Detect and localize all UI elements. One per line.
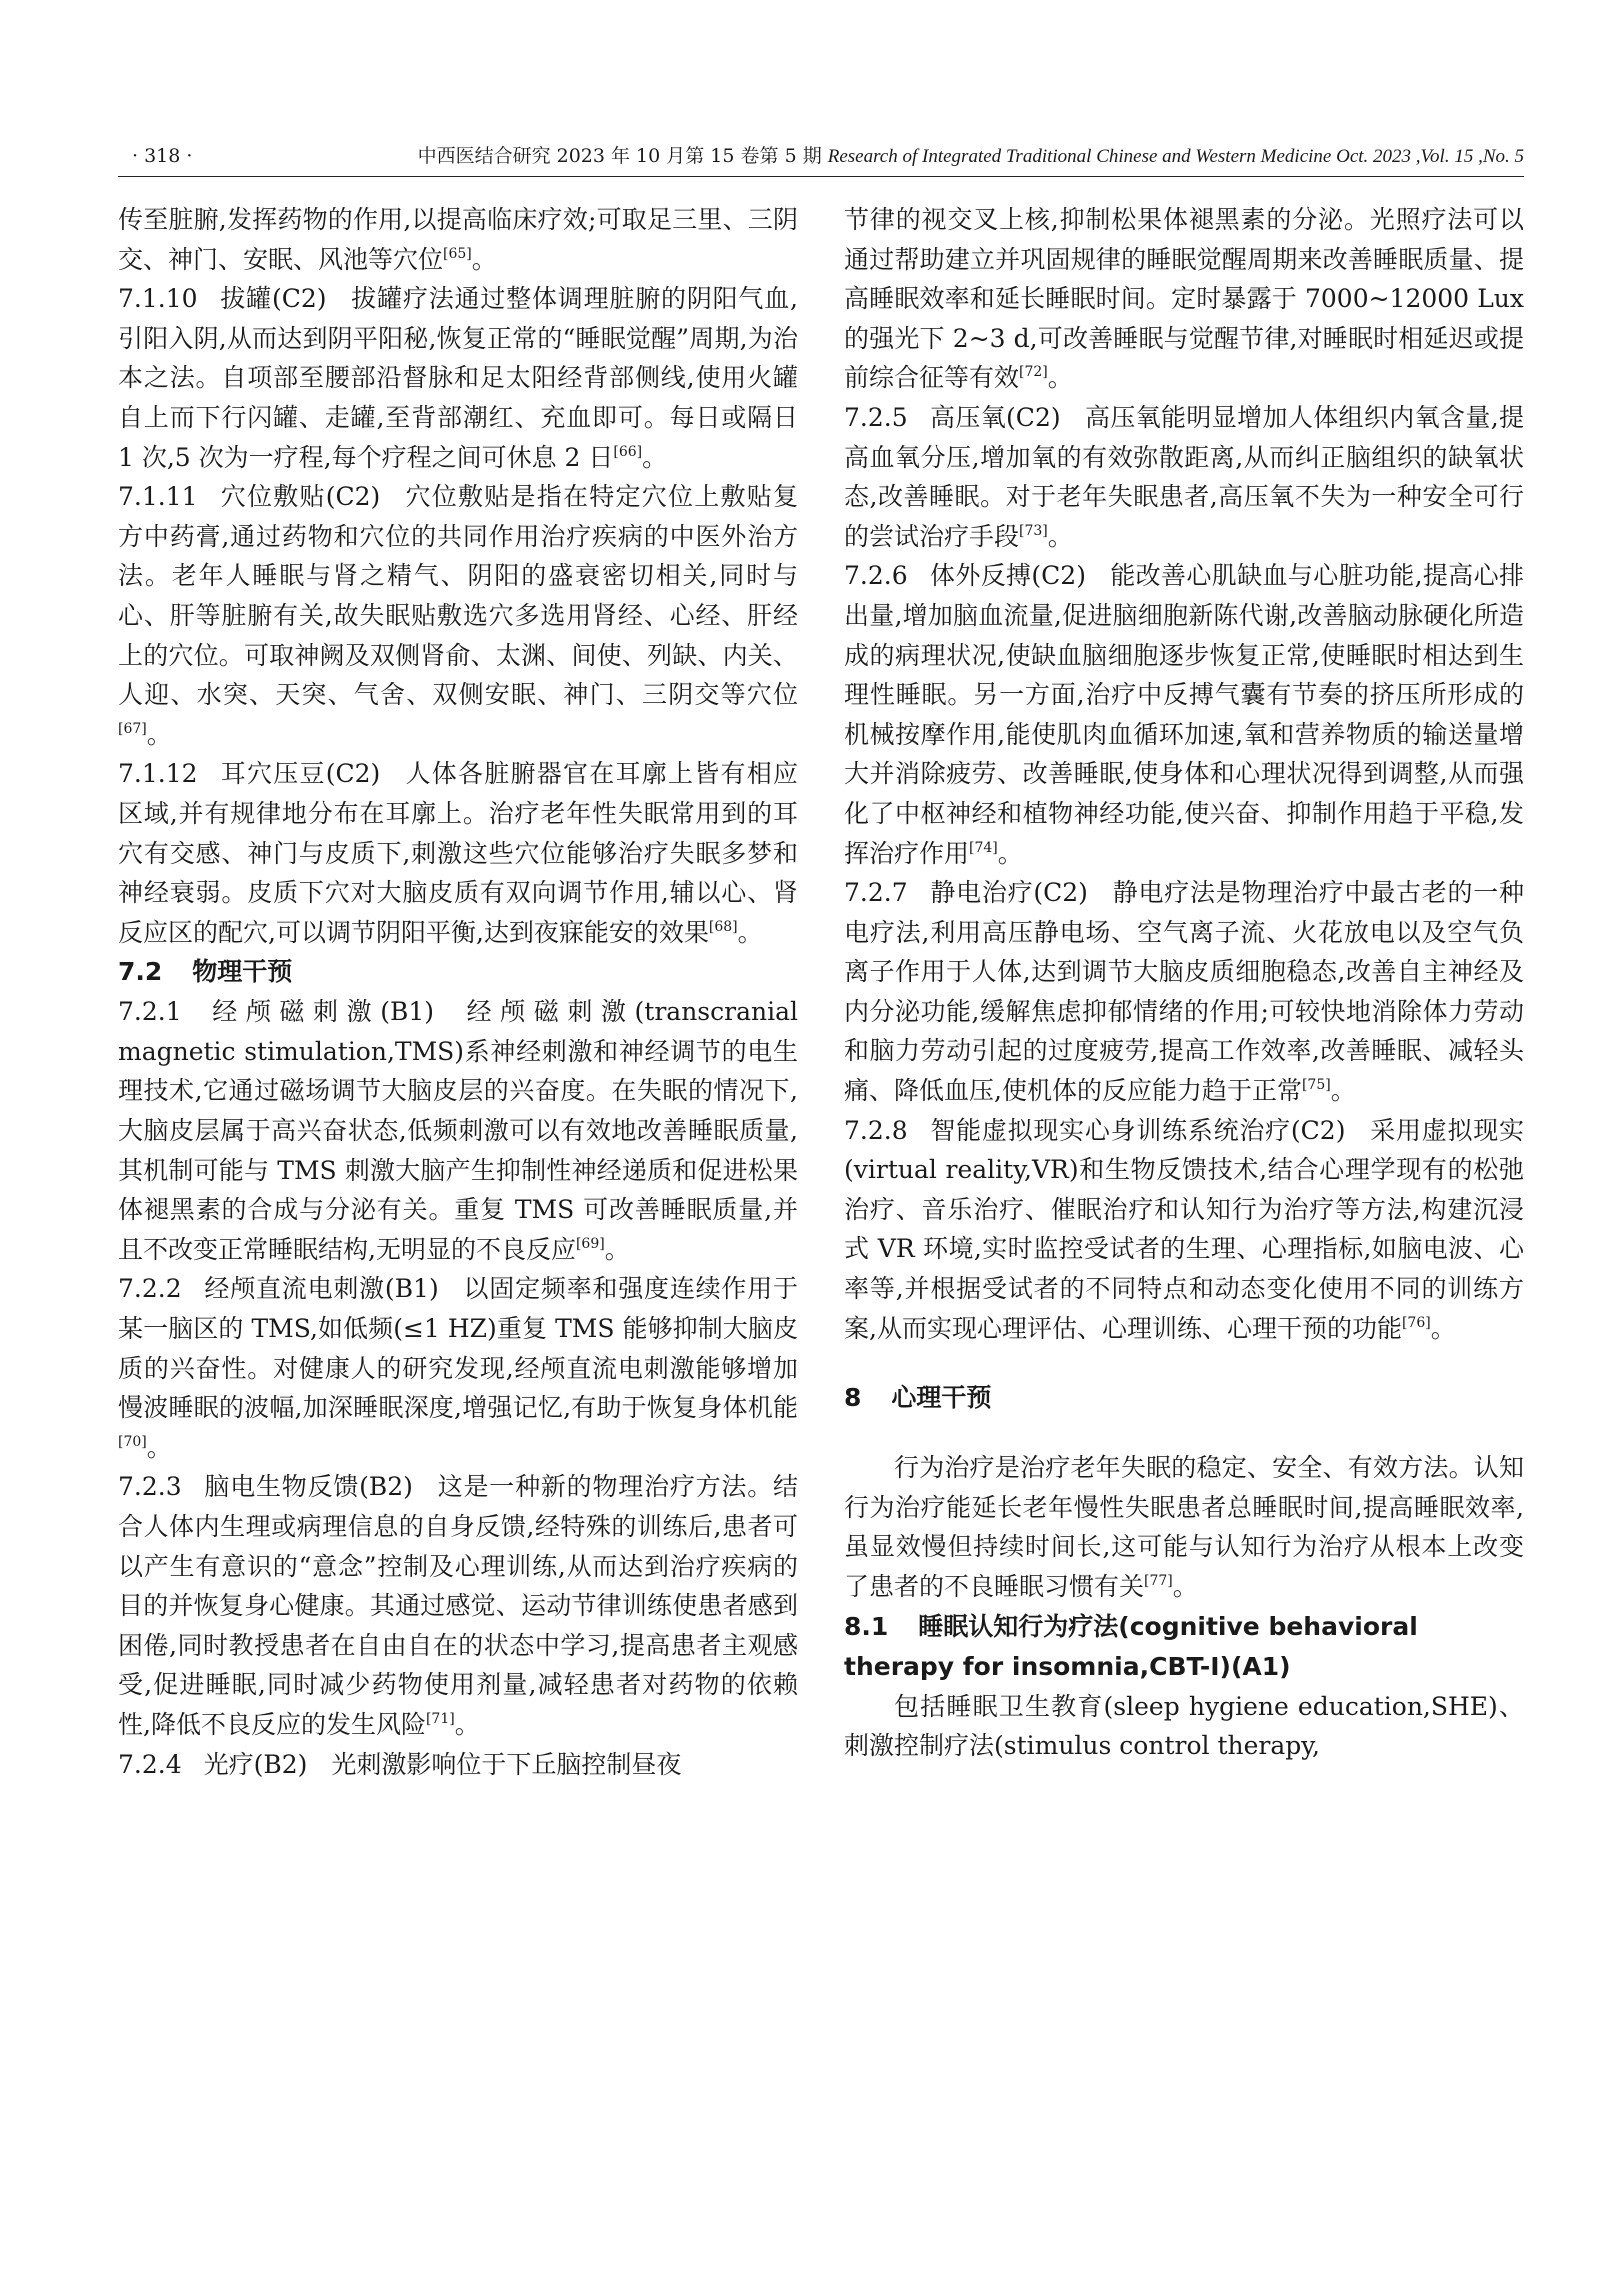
citation-ref: [67]: [118, 720, 147, 737]
subsection-number: 7.2.1: [118, 997, 182, 1027]
citation-ref: [71]: [425, 1710, 455, 1727]
header-rule: [118, 176, 1524, 177]
paragraph-section-8-1: 包括睡眠卫生教育(sleep hygiene education,SHE)、刺激控制疗法(stimulus control therapy,: [844, 1691, 1524, 1761]
subsection-7-1-11: 7.1.11 穴位敷贴(C2) 穴位敷贴是指在特定穴位上敷贴复方中药膏,通过药物和穴位的共同作用治疗疾病的中医外治方法。老年人睡眠与肾之精气、阴阳的盛衰密切相关,同时与心、肝等脏腑有关,故失眠贴敷选穴多选用肾经、心经、肝经上的穴位。可取神阙及双侧肾俞、太渊、间使、列缺、内关、人迎、水突、天突、气舍、双侧安眠、神门、三阴交等穴位[67]。: [118, 482, 798, 749]
section-heading-8: 8 心理干预: [844, 1383, 992, 1413]
subsection-7-2-4: 7.2.4 光疗(B2) 光刺激影响位于下丘脑控制昼夜: [118, 1749, 682, 1779]
citation-ref: [75]: [1301, 1077, 1331, 1094]
subsection-number: 7.2.2: [118, 1274, 182, 1304]
subsection-7-2-2: 7.2.2 经颅直流电刺激(B1) 以固定频率和强度连续作用于某一脑区的 TMS,如低频(≤1 HZ)重复 TMS 能够抑制大脑皮质的兴奋性。对健康人的研究发现,经颅直流电刺激能够增加慢波睡眠的波幅,加深睡眠深度,增强记忆,有助于恢复身体机能[70]。: [118, 1274, 798, 1462]
subsection-7-2-5: 7.2.5 高压氧(C2) 高压氧能明显增加人体组织内氧含量,提高血氧分压,增加氧的有效弥散距离,从而纠正脑组织的缺氧状态,改善睡眠。对于老年失眠患者,高压氧不失为一种安全可行的尝试治疗手段[73]。: [844, 402, 1525, 551]
subsection-7-2-1: 7.2.1 经颅磁刺激(B1) 经颅磁刺激(transcranial magnetic stimulation,TMS)系神经刺激和神经调节的电生理技术,它通过磁场调节大脑皮层的兴奋度。在失眠的情况下,大脑皮层属于高兴奋状态,低频刺激可以有效地改善睡眠质量,其机制可能与 TMS 刺激大脑产生抑制性神经递质和促进松果体褪黑素的合成与分泌有关。重复 TMS 可改善睡眠质量,并且不改变正常睡眠结构,无明显的不良反应[69]。: [118, 997, 798, 1264]
journal-citation: [418, 136, 1524, 177]
citation-ref: [65]: [443, 245, 472, 262]
right-column: [844, 200, 1524, 1766]
subsection-number: 7.2.6: [844, 561, 908, 591]
subsection-title: 智能虚拟现实心身训练系统治疗(C2): [929, 1115, 1346, 1145]
journal-name-cn: 中西医结合研究 2023 年 10 月第 15 卷第 5 期: [417, 145, 822, 167]
subsection-number: 7.2.7: [844, 878, 908, 908]
subsection-number: 7.2.3: [118, 1472, 182, 1502]
subsection-title: 静电治疗(C2): [929, 878, 1088, 908]
citation-ref: [76]: [1401, 1314, 1431, 1331]
subsection-title: 耳穴压豆(C2): [219, 759, 381, 789]
citation-ref: [70]: [118, 1433, 147, 1450]
page-number: · 318 ·: [132, 145, 193, 167]
citation-ref: [74]: [969, 839, 998, 856]
journal-name-en: Research of Integrated Traditional Chinese and Western Medicine Oct. 2023 ,Vol. 15 ,No. 5: [827, 146, 1524, 167]
subsection-7-1-10: 7.1.10 拔罐(C2) 拔罐疗法通过整体调理脏腑的阴阳气血,引阳入阴,从而达到阴平阳秘,恢复正常的“睡眠觉醒”周期,为治本之法。自项部至腰部沿督脉和足太阳经背部侧线,使用火罐自上而下行闪罐、走罐,至背部潮红、充血即可。每日或隔日 1 次,5 次为一疗程,每个疗程之间可休息 2 日[66]。: [118, 284, 798, 472]
subsection-title: 经颅直流电刺激(B1): [203, 1274, 439, 1304]
subsection-number: 7.2.8: [844, 1115, 908, 1145]
paragraph-continued: 节律的视交叉上核,抑制松果体褪黑素的分泌。光照疗法可以通过帮助建立并巩固规律的睡眠觉醒周期来改善睡眠质量、提高睡眠效率和延长睡眠时间。定时暴露于 7000~12000 Lux 的强光下 2~3 d,可改善睡眠与觉醒节律,对睡眠时相延迟或提前综合征等有效[72]。: [844, 205, 1524, 393]
subsection-7-2-7: 7.2.7 静电治疗(C2) 静电疗法是物理治疗中最古老的一种电疗法,利用高压静电场、空气离子流、火花放电以及空气负离子作用于人体,达到调节大脑皮质细胞稳态,改善自主神经及内分泌功能,缓解焦虑抑郁情绪的作用;可较快地消除体力劳动和脑力劳动引起的过度疲劳,提高工作效率,改善睡眠、减轻头痛、降低血压,使机体的反应能力趋于正常[75]。: [844, 878, 1524, 1106]
citation-ref: [69]: [575, 1235, 605, 1252]
citation-ref: [68]: [708, 918, 738, 935]
subsection-title: 经颅磁刺激(B1): [203, 997, 434, 1027]
subsection-number: 7.2.5: [844, 402, 908, 432]
paragraph-section-8: 行为治疗是治疗老年失眠的稳定、安全、有效方法。认知行为治疗能延长老年慢性失眠患者总睡眠时间,提高睡眠效率,虽显效慢但持续时间长,这可能与认知行为治疗从根本上改变了患者的不良睡眠习惯有关[77]。: [844, 1453, 1524, 1601]
citation-ref: [77]: [1144, 1573, 1173, 1589]
citation-ref: [72]: [1019, 364, 1048, 381]
subsection-7-1-12: 7.1.12 耳穴压豆(C2) 人体各脏腑器官在耳廓上皆有相应区域,并有规律地分布在耳廓上。治疗老年性失眠常用到的耳穴有交感、神门与皮质下,刺激这些穴位能够治疗失眠多梦和神经衰弱。皮质下穴对大脑皮质有双向调节作用,辅以心、肾反应区的配穴,可以调节阴阳平衡,达到夜寐能安的效果[68]。: [118, 759, 798, 947]
section-heading-8-1: 8.1 睡眠认知行为疗法(cognitive behavioral therapy for insomnia,CBT-I)(A1): [844, 1611, 1418, 1681]
paragraph-continued: 传至脏腑,发挥药物的作用,以提高临床疗效;可取足三里、三阴交、神门、安眠、风池等穴位[65]。: [118, 205, 798, 274]
subsection-title: 脑电生物反馈(B2): [203, 1472, 413, 1502]
section-heading-7-2: 7.2 物理干预: [118, 957, 293, 987]
subsection-number: 7.1.12: [118, 759, 198, 789]
subsection-title: 穴位敷贴(C2): [219, 482, 381, 512]
subsection-7-2-6: 7.2.6 体外反搏(C2) 能改善心肌缺血与心脏功能,提高心排出量,增加脑血流量,促进脑细胞新陈代谢,改善脑动脉硬化所造成的病理状况,使缺血脑细胞逐步恢复正常,使睡眠时相达到生理性睡眠。另一方面,治疗中反搏气囊有节奏的挤压所形成的机械按摩作用,能使肌肉血循环加速,氧和营养物质的输送量增大并消除疲劳、改善睡眠,使身体和心理状况得到调整,从而强化了中枢神经和植物神经功能,使兴奋、抑制作用趋于平稳,发挥治疗作用[74]。: [844, 561, 1525, 868]
subsection-7-2-8: 7.2.8 智能虚拟现实心身训练系统治疗(C2) 采用虚拟现实(virtual reality,VR)和生物反馈技术,结合心理学现有的松弛治疗、音乐治疗、催眠治疗和认知行为治疗等方法,构建沉浸式 VR 环境,实时监控受试者的生理、心理指标,如脑电波、心率等,并根据受试者的不同特点和动态变化使用不同的训练方案,从而实现心理评估、心理训练、心理干预的功能[76]。: [844, 1115, 1524, 1343]
subsection-7-2-3: 7.2.3 脑电生物反馈(B2) 这是一种新的物理治疗方法。结合人体内生理或病理信息的自身反馈,经特殊的训练后,患者可以产生有意识的“意念”控制及心理训练,从而达到治疗疾病的目的并恢复身心健康。其通过感觉、运动节律训练使患者感到困倦,同时教授患者在自由自在的状态中学习,提高患者主观感受,促进睡眠,同时减少药物使用剂量,减轻患者对药物的依赖性,降低不良反应的发生风险[71]。: [118, 1472, 798, 1739]
subsection-title: 光疗(B2): [203, 1749, 308, 1779]
left-column: [118, 200, 798, 1784]
subsection-title: 拔罐(C2): [219, 284, 327, 314]
subsection-number: 7.1.10: [118, 284, 198, 314]
citation-ref: [73]: [1019, 522, 1048, 539]
running-header: [118, 136, 1524, 176]
subsection-number: 7.2.4: [118, 1749, 182, 1779]
subsection-number: 7.1.11: [118, 482, 198, 512]
subsection-title: 体外反搏(C2): [929, 561, 1086, 591]
subsection-title: 高压氧(C2): [929, 402, 1061, 432]
citation-ref: [66]: [613, 443, 643, 460]
